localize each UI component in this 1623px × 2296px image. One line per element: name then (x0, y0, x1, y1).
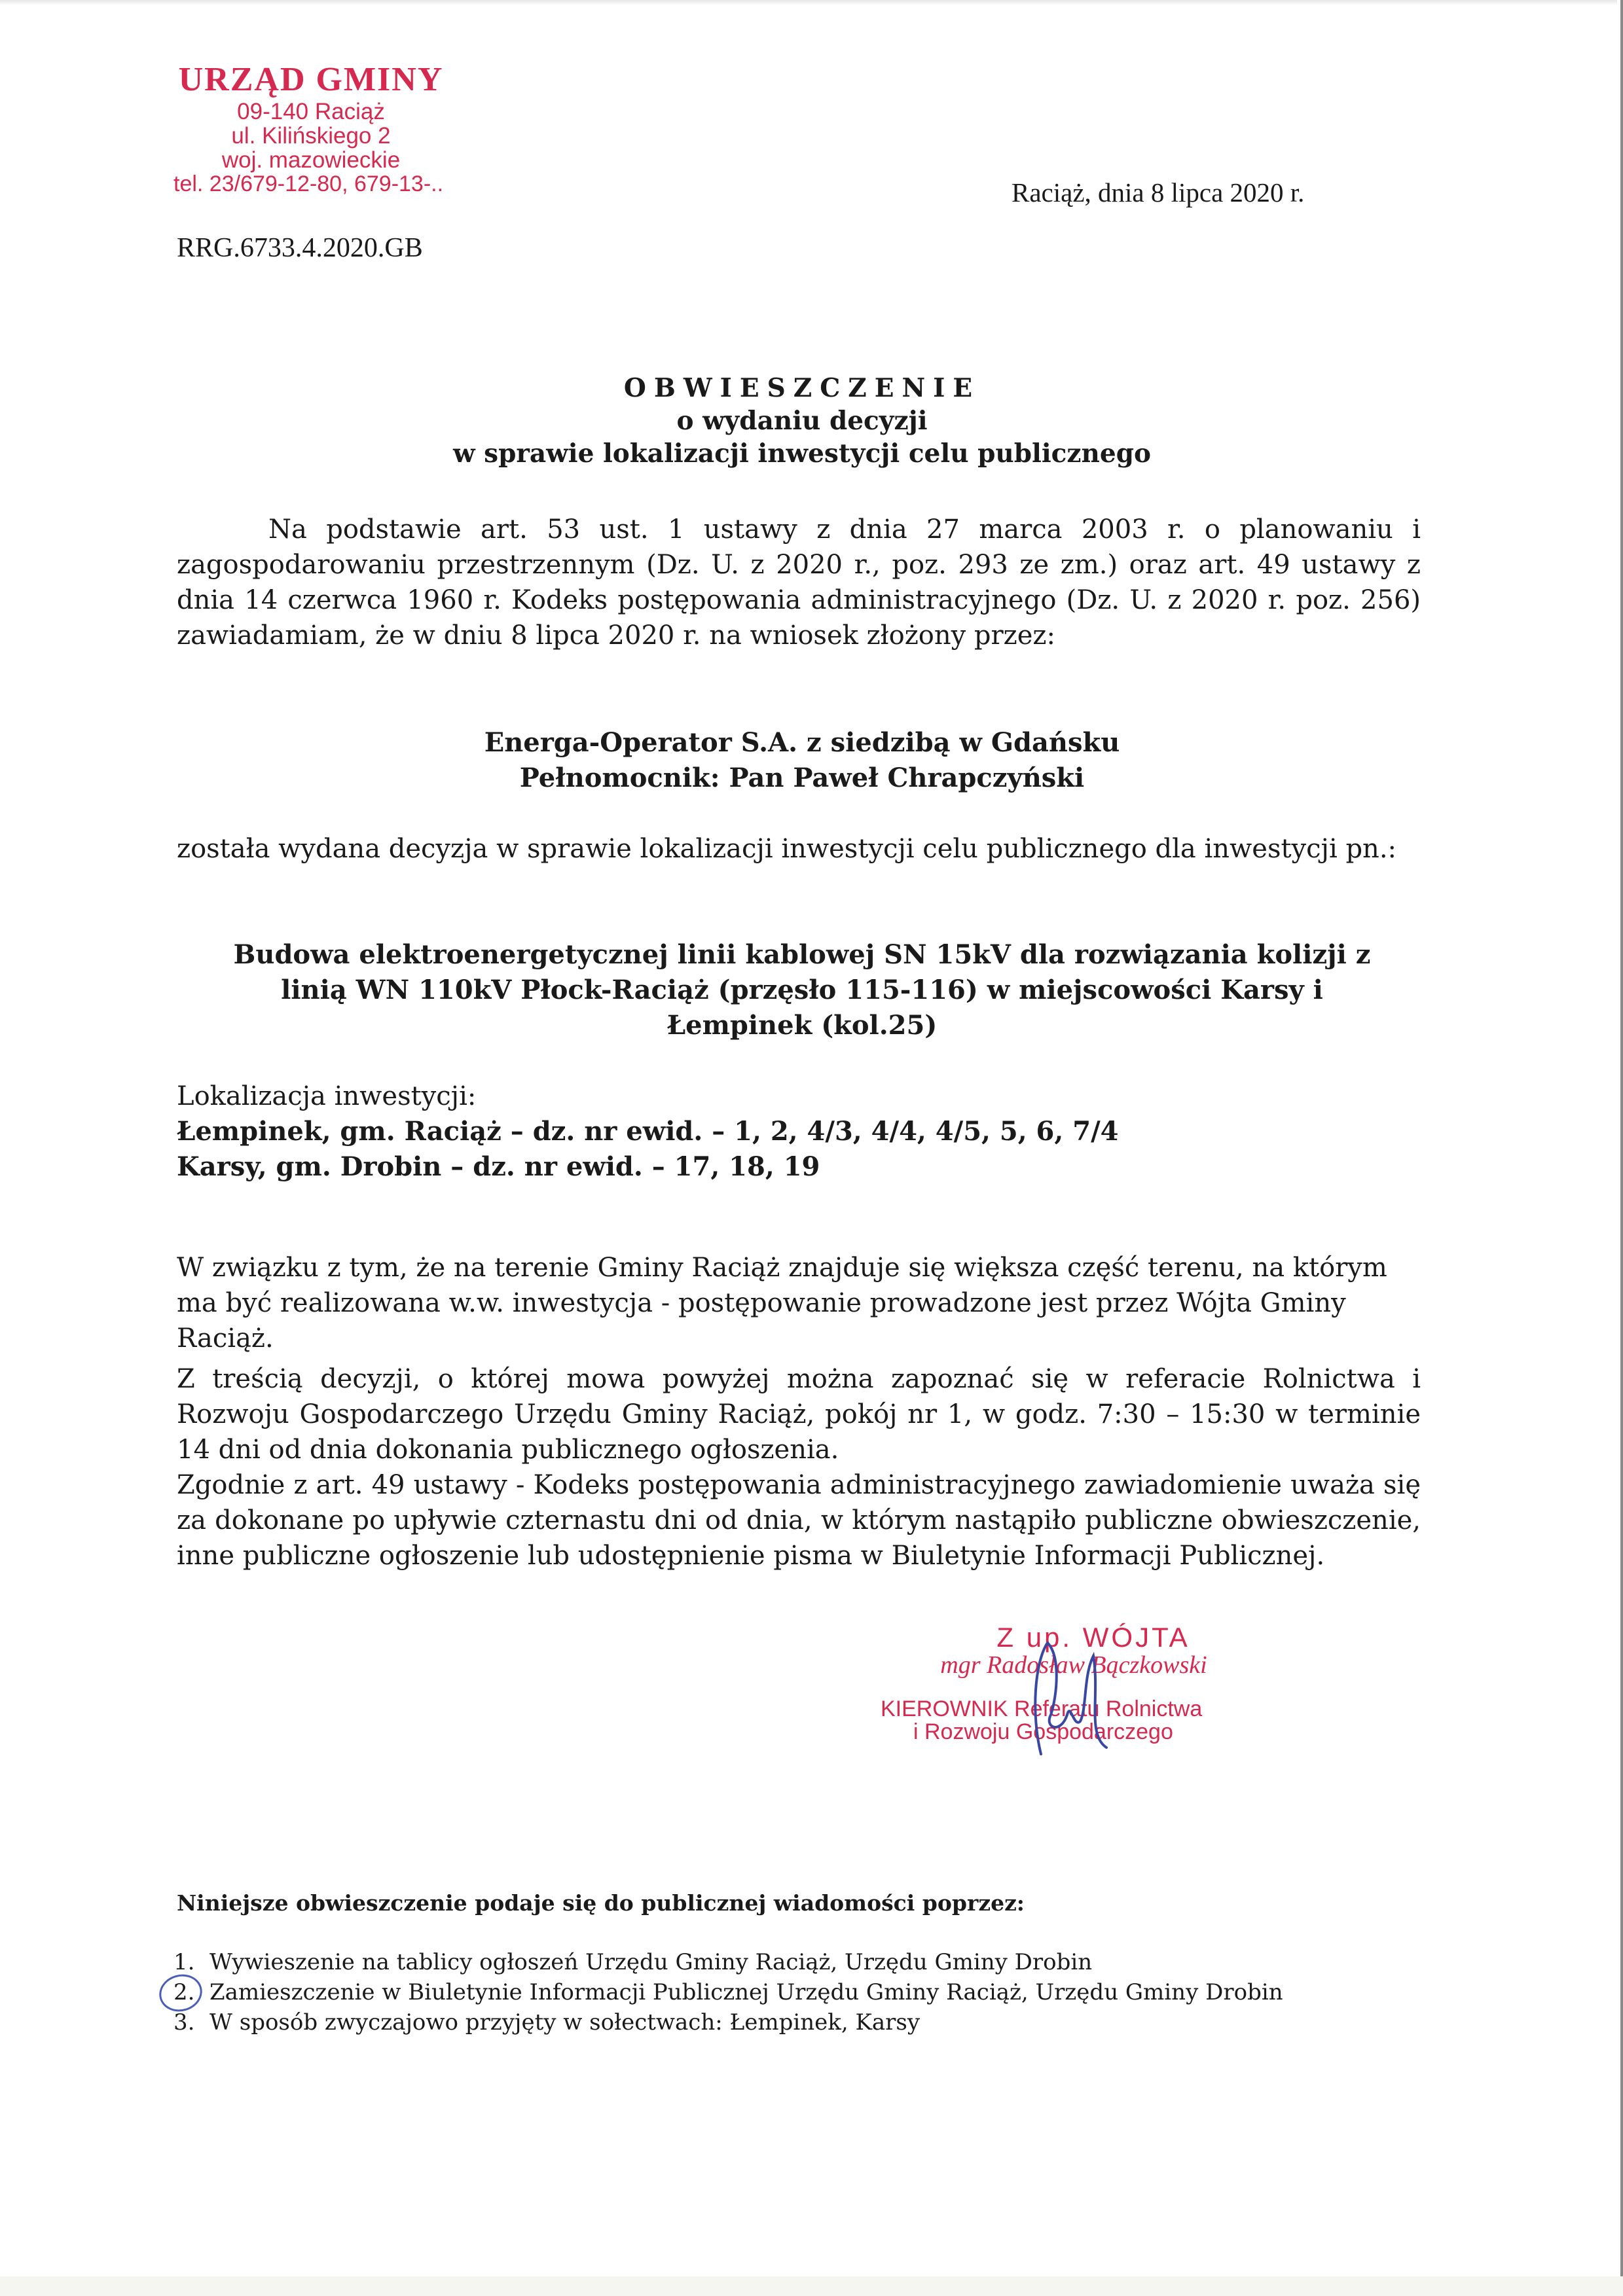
notice-item (173, 2007, 1283, 2037)
decision-paragraph: została wydana decyzja w sprawie lokalizacji inwestycji celu publicznego dla inwestycji pn.: (177, 834, 1397, 864)
notice-item-number: 3. (173, 2009, 195, 2036)
access-paragraph (177, 1361, 1421, 1573)
project-line-3: Łempinek (kol.25) (666, 1010, 938, 1041)
notice-title: Niniejsze obwieszczenie podaje się do publicznej wiadomości poprzez: (177, 1890, 1025, 1916)
access-info: Z treścią decyzji, o której mowa powyżej można zapoznać się w referacie Rolnictwa i Rozwoju Gospodarczego Urzędu Gminy Raciąż, pokój nr 1, w godz. 7:30 – 15:30 w terminie 14 dni od dnia dokonania publicznego ogłoszenia. (177, 1364, 1421, 1465)
legal-basis-paragraph: Na podstawie art. 53 ust. 1 ustawy z dnia 27 marca 2003 r. o planowaniu i zagospodarowaniu przestrzennym (Dz. U. z 2020 r., poz. 293 ze zm.) oraz art. 49 ustawy z dnia 14 czerwca 1960 r. Kodeks postępowania administracyjnego (Dz. U. z 2020 r. poz. 256) zawiadamiam, że w dniu 8 lipca 2020 r. na wniosek złożony przez: (177, 514, 1421, 651)
signature-department: i Rozwoju Gospodarczego (913, 1719, 1173, 1744)
applicant-proxy: Pełnomocnik: Pan Paweł Chrapczyński (519, 762, 1085, 793)
scan-edge-top (0, 0, 1617, 5)
notice-item-text: Wywieszenie na tablicy ogłoszeń Urzędu Gminy Raciąż, Urzędu Gminy Drobin (210, 1949, 1093, 1975)
notice-item-number (173, 1977, 210, 2007)
notice-item-text: Zamieszczenie w Biuletynie Informacji Publicznej Urzędu Gminy Raciąż, Urzędu Gminy Drobin (210, 1979, 1283, 2005)
notice-item-text: W sposób zwyczajowo przyjęty w sołectwach: Łempinek, Karsy (210, 2009, 921, 2036)
scan-edge-bottom (0, 2276, 1623, 2296)
document-subtitle-2: w sprawie lokalizacji inwestycji celu publicznego (452, 439, 1151, 469)
signature-authority: Z up. WÓJTA (996, 1622, 1190, 1653)
stamp-voivodeship: woj. mazowieckie (221, 147, 401, 173)
location-item: Karsy, gm. Drobin – dz. nr ewid. – 17, 18, 19 (177, 1151, 820, 1182)
jurisdiction-paragraph: W związku z tym, że na terenie Gminy Raciąż znajduje się większa część terenu, na którym ma być realizowana w.w. inwestycja - postępowanie prowadzone jest przez Wójta Gminy Raciąż. (177, 1253, 1387, 1354)
document-date: Raciąż, dnia 8 lipca 2020 r. (1012, 177, 1305, 207)
stamp-phone: tel. 23/679-12-80, 679-13-.. (173, 171, 444, 196)
document-header (164, 372, 1440, 470)
stamp-title: URZĄD GMINY (178, 61, 444, 98)
signature-position: KIEROWNIK Referatu Rolnictwa (881, 1696, 1203, 1721)
applicant-block (164, 725, 1440, 796)
stamp-postal: 09-140 Raciąż (237, 99, 385, 124)
applicant-company: Energa-Operator S.A. z siedzibą w Gdańsku (484, 727, 1120, 758)
notice-item-number: 1. (173, 1949, 195, 1975)
notification-info: Zgodnie z art. 49 ustawy - Kodeks postępowania administracyjnego zawiadomienie uważa się za dokonane po upływie czternastu dni od dnia, w którym nastąpiło publiczne obwieszczenie, inne publiczne ogłoszenie lub udostępnienie pisma w Biuletynie Informacji Publicznej. (177, 1470, 1421, 1571)
location-item: Łempinek, gm. Raciąż – dz. nr ewid. – 1, 2, 4/3, 4/4, 4/5, 5, 6, 7/4 (177, 1116, 1119, 1147)
scan-edge-right (1620, 0, 1623, 2296)
reference-number: RRG.6733.4.2020.GB (177, 233, 423, 263)
office-stamp (167, 60, 455, 196)
location-block (177, 1079, 1421, 1185)
stamp-street: ul. Kilińskiego 2 (231, 123, 391, 149)
project-line-2: linią WN 110kV Płock-Raciąż (przęsło 115-116) w miejscowości Karsy i (281, 975, 1323, 1005)
notice-list (173, 1947, 1283, 2037)
location-label: Lokalizacja inwestycji: (177, 1081, 477, 1111)
notice-item (173, 1947, 1283, 1977)
notice-item (173, 1977, 1283, 2007)
project-name (164, 937, 1440, 1043)
notice-item-number-text: 2. (173, 1979, 195, 2005)
document-subtitle-1: o wydaniu decyzji (676, 406, 928, 436)
signature-name: mgr Radosław Bączkowski (940, 1651, 1207, 1679)
project-line-1: Budowa elektroenergetycznej linii kablowej SN 15kV dla rozwiązania kolizji z (233, 939, 1371, 970)
document-title: OBWIESZCZENIE (623, 373, 981, 403)
handwritten-signature-icon (1021, 1636, 1126, 1767)
